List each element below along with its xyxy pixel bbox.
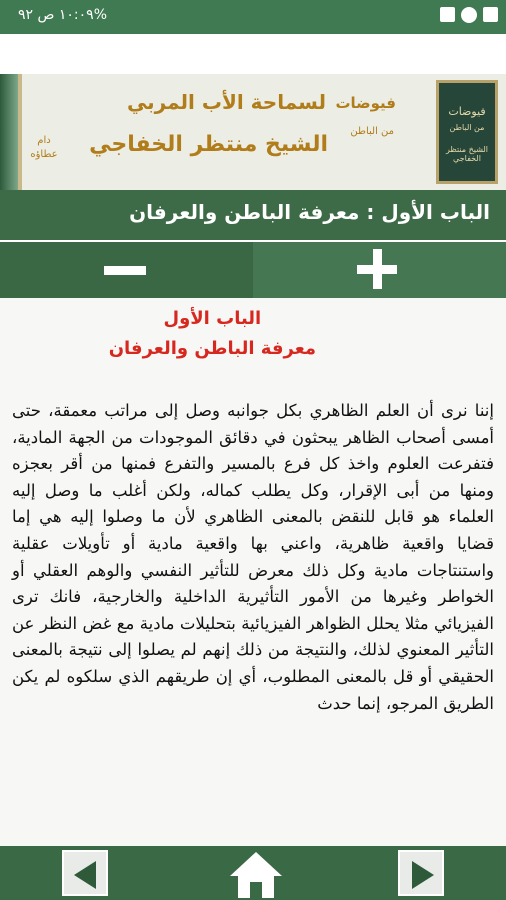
zoom-in-button[interactable]: [253, 242, 506, 298]
chapter-content[interactable]: [0, 298, 506, 846]
book-banner: [0, 74, 506, 190]
banner-stripe: [0, 74, 18, 190]
gallery-icon: [483, 7, 498, 22]
status-time-battery: [8, 7, 107, 23]
zoom-out-button[interactable]: [0, 242, 253, 298]
banner-blessing: دام عطاؤه: [30, 135, 58, 160]
book-cover: [436, 80, 498, 184]
chapter-bar: [0, 190, 506, 240]
plus-icon-vertical: [373, 249, 382, 289]
heading-line1: الباب الأول: [163, 308, 262, 329]
previous-button[interactable]: [62, 850, 108, 896]
heading-line2: معرفة الباطن والعرفان: [108, 338, 316, 359]
status-bar: [0, 0, 506, 34]
arrow-right-icon: [412, 861, 434, 889]
minus-icon: [104, 266, 146, 275]
banner-author-line1: لسماحة الأب المربي: [126, 90, 326, 114]
chapter-title: الباب الأول : معرفة الباطن والعرفان: [129, 200, 490, 224]
content-heading: [109, 304, 316, 364]
banner-author-line2: الشيخ منتظر الخفاجي: [89, 132, 328, 157]
bottom-nav: [0, 846, 506, 900]
body-text: إننا نرى أن العلم الظاهري بكل جوانبه وصل إلى مراتب معمقة، حتى أمسى أصحاب الظاهر يبحثون في دقائق الموجودات من الجهة المادية، فتفرعت العلوم واخذ كل فرع بالمسير والتفرع فمنها من أقر بعجزه ومنها من أبى الإقرار، وكل يطلب كماله، ولكن أغلب ما وصل إليه العلماء هو قابل للنقض بالمعنى الظاهري لأن ما وصلوا إليه هي إما قضايا واقعية ظاهرية، واعني بها واقعية مادية أو تأويلات عقلية واستنتاجات مادية وكل ذلك معرض للتأثير النفسي والوهم العقلي أو الخواطر وغيرها من الأمور التأثيرية الداخلية والخارجية، فانك ترى الفيزيائي مثلا يحلل الظواهر الفيزيائية بتحليلات مادية مع غض النظر عن التأثير المعنوي لذلك، والنتيجة من ذلك إنهم لم يصلوا إلى نتيجة بالمعنى الحقيقي أو قل بالمعنى المطلوب، أي إن طريقهم الذي سلكوه لم يكن الطريق المرجو، إنما حدث: [12, 401, 494, 713]
app-toolbar: [0, 34, 506, 74]
book-cover-subtitle: من الباطن: [449, 123, 485, 132]
photo-icon: [440, 7, 455, 22]
battery-text: ٩٢%: [18, 7, 107, 23]
book-cover-title: فيوضات: [448, 105, 486, 118]
banner-stripe-gold: [18, 74, 22, 190]
facebook-icon: [461, 7, 477, 23]
arrow-left-icon: [74, 861, 96, 889]
home-icon[interactable]: [226, 848, 286, 900]
time-text: ١٠:٠٩ ص: [37, 7, 94, 23]
next-button[interactable]: [398, 850, 444, 896]
banner-word-title: فيوضات: [335, 94, 396, 112]
zoom-bar: [0, 242, 506, 298]
banner-word-subtitle: من الباطن: [350, 126, 394, 137]
book-cover-author: الشيخ منتظر الخفاجي: [445, 145, 488, 163]
status-icons: [440, 7, 498, 23]
